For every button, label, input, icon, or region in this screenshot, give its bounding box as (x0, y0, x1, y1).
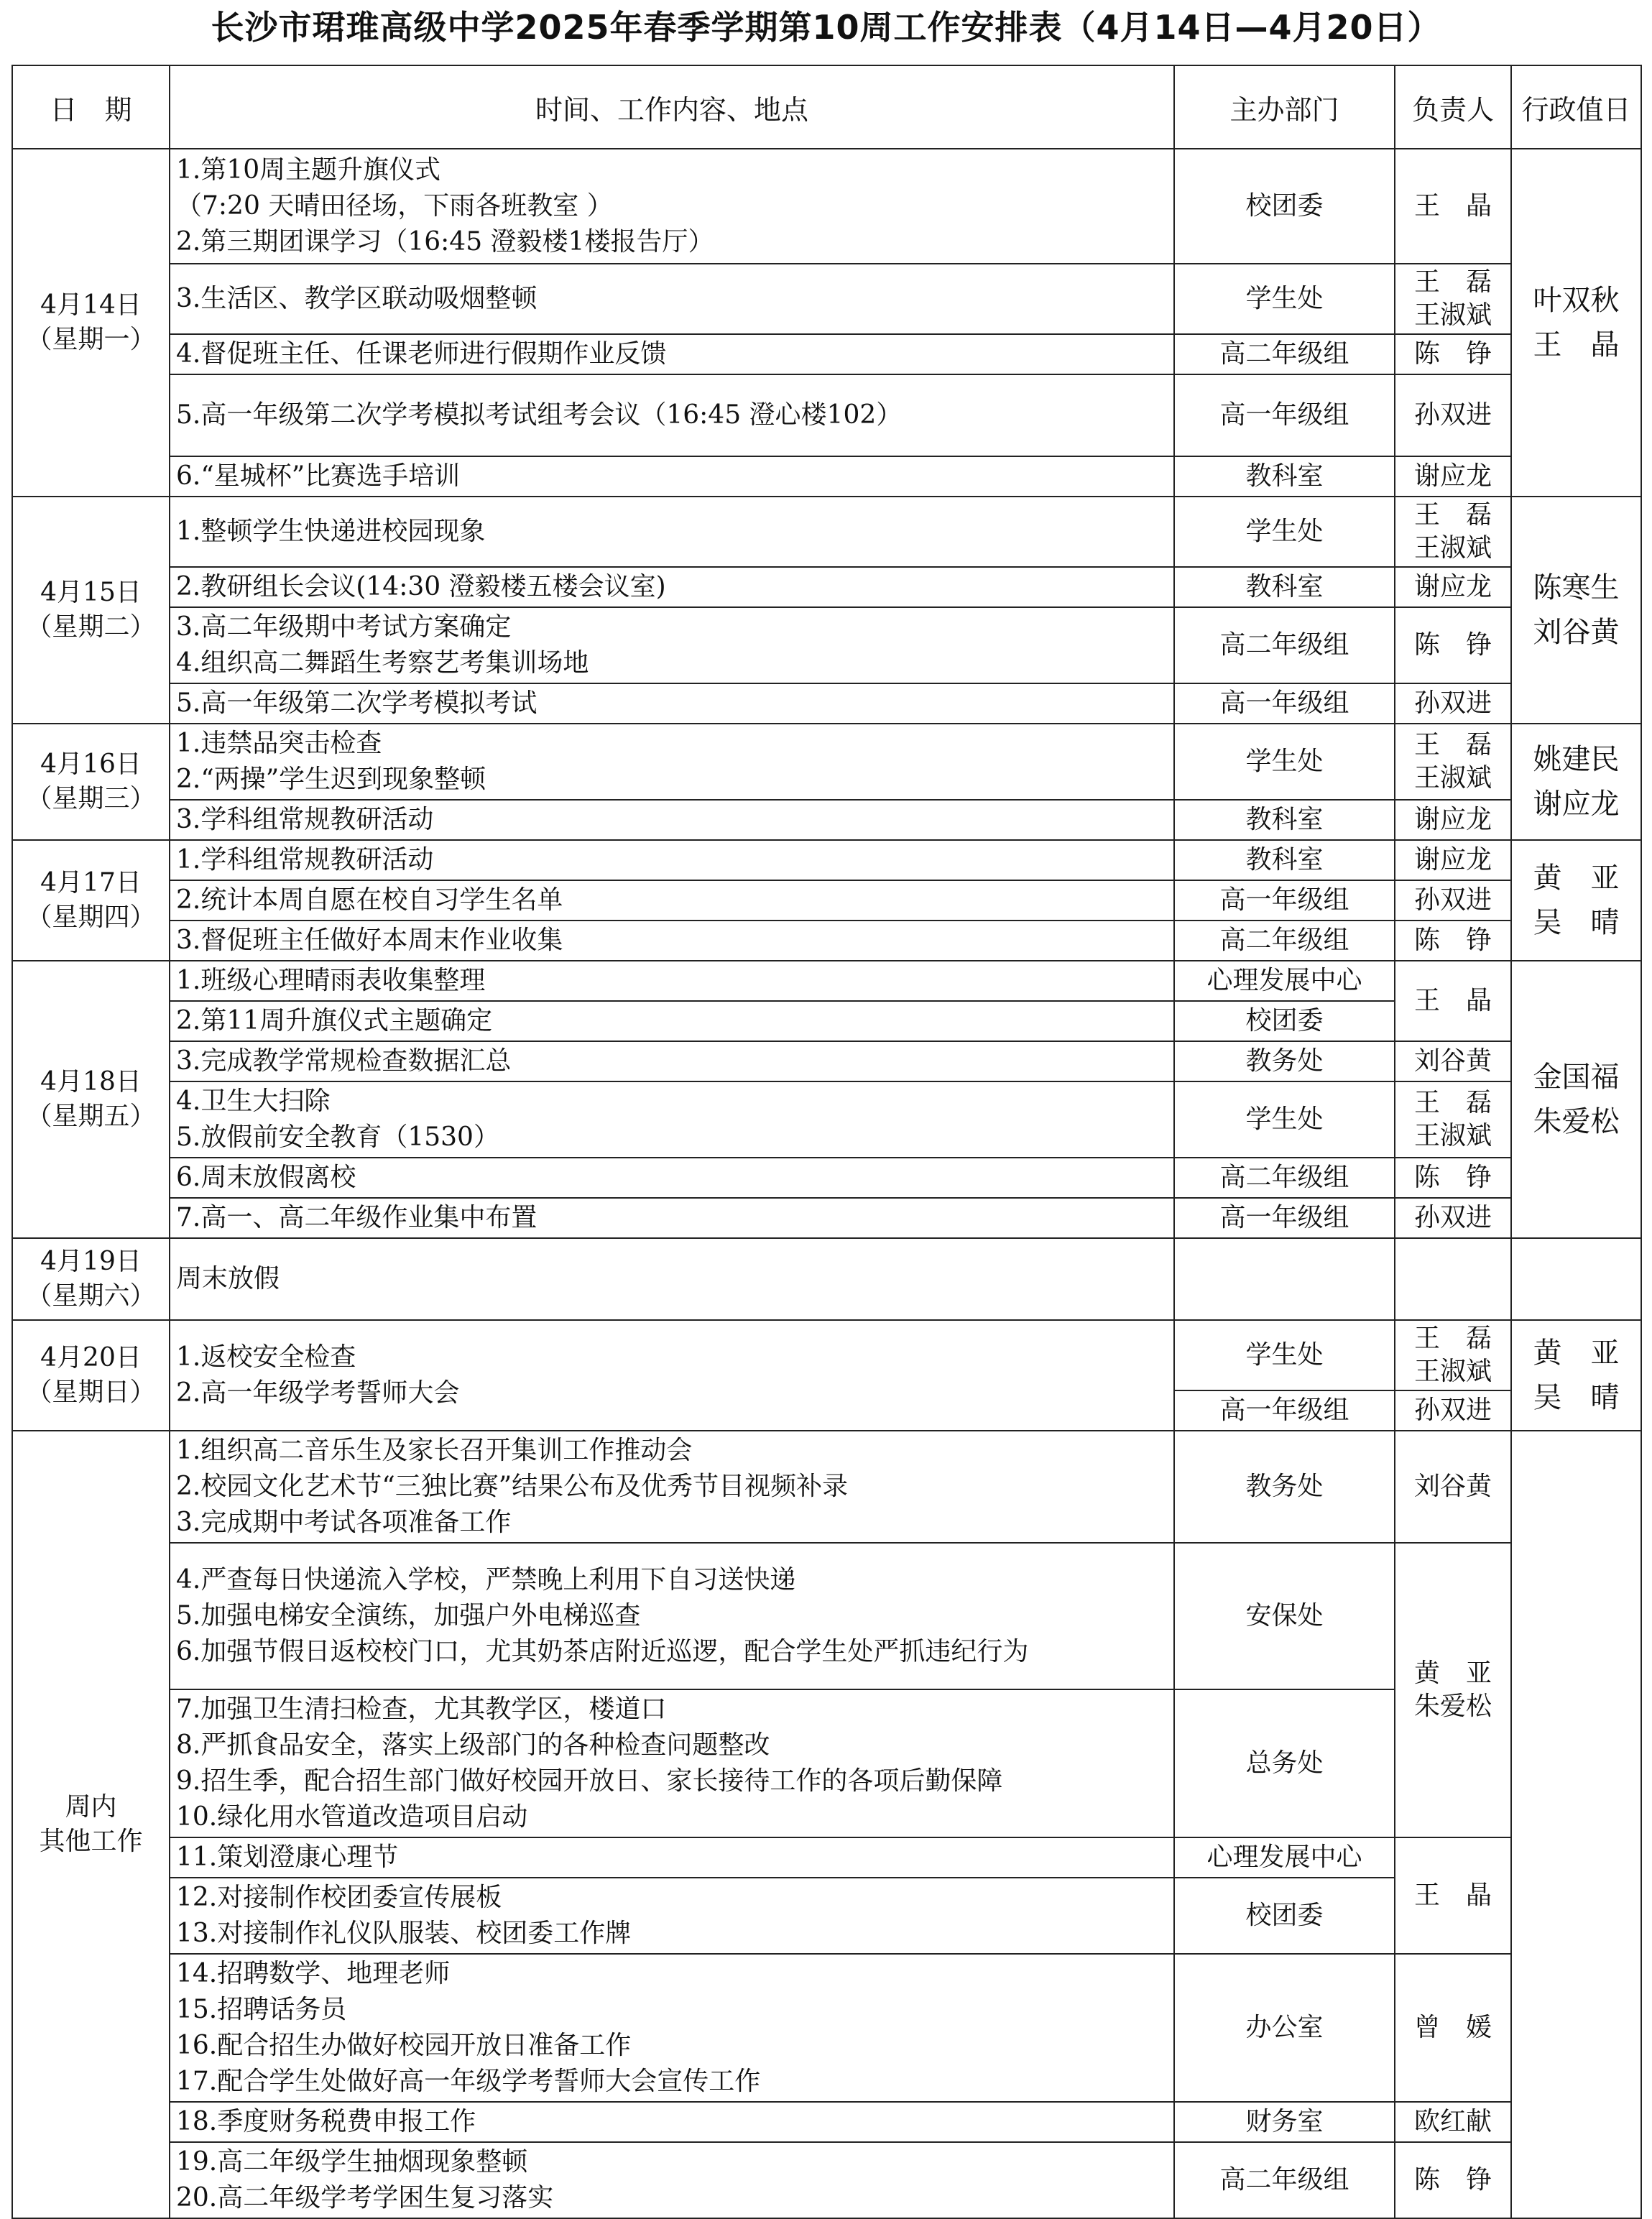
content-cell (170, 607, 1174, 683)
date-line: （星期三） (26, 784, 156, 813)
table-row (12, 1543, 1641, 1689)
content-line: 7.加强卫生清扫检查，尤其教学区，楼道口 (176, 1694, 667, 1724)
content-line: 周末放假 (176, 1264, 280, 1293)
content-cell (170, 1158, 1174, 1198)
dept-cell: 学生处 (1174, 1320, 1395, 1390)
person-cell (1395, 1041, 1511, 1081)
dept-cell: 高二年级组 (1174, 334, 1395, 374)
duty-line: 黄 亚 (1533, 1337, 1620, 1370)
content-cell (170, 1238, 1174, 1320)
person-cell (1395, 497, 1511, 567)
person-cell (1395, 264, 1511, 334)
dept-cell: 高一年级组 (1174, 1198, 1395, 1238)
table-row (12, 149, 1641, 264)
person-cell (1395, 1320, 1511, 1390)
date-line: 4月15日 (40, 578, 142, 607)
table-row (12, 1431, 1641, 1543)
content-line: 3.高二年级期中考试方案确定 (176, 612, 512, 642)
content-line: 16.配合招生办做好校园开放日准备工作 (176, 2031, 632, 2060)
content-line: 4.组织高二舞蹈生考察艺考集训场地 (176, 648, 589, 678)
dept-cell: 校团委 (1174, 1001, 1395, 1041)
dept-cell: 学生处 (1174, 1081, 1395, 1158)
table-row (12, 456, 1641, 497)
person-cell (1395, 1431, 1511, 1543)
dept-cell: 教科室 (1174, 840, 1395, 880)
duty-line: 谢应龙 (1533, 788, 1620, 821)
duty-cell (1511, 497, 1641, 724)
person-line: 王 晶 (1413, 191, 1492, 221)
content-cell (170, 961, 1174, 1001)
duty-line: 吴 晴 (1533, 906, 1620, 939)
dept-cell: 办公室 (1174, 1954, 1395, 2102)
table-row (12, 334, 1641, 374)
person-line: 孙双进 (1413, 688, 1492, 718)
person-cell (1395, 456, 1511, 497)
duty-line: 吴 晴 (1533, 1381, 1620, 1414)
date-cell (12, 961, 170, 1238)
content-cell (170, 2142, 1174, 2218)
dept-cell: 学生处 (1174, 264, 1395, 334)
table-row (12, 840, 1641, 880)
dept-cell: 高二年级组 (1174, 607, 1395, 683)
date-line: 4月18日 (40, 1067, 142, 1097)
table-row (12, 1320, 1641, 1390)
content-cell (170, 497, 1174, 567)
dept-cell: 高一年级组 (1174, 880, 1395, 921)
table-row (12, 961, 1641, 1001)
content-line: 3.学科组常规教研活动 (176, 805, 434, 834)
person-line: 谢应龙 (1413, 845, 1492, 875)
date-line: （星期六） (26, 1281, 156, 1311)
date-line: （星期一） (26, 325, 156, 354)
date-line: （星期日） (26, 1378, 156, 1407)
content-line: 2.第三期团课学习（16:45 澄毅楼1楼报告厅） (176, 227, 714, 257)
content-line: 17.配合学生处做好高一年级学考誓师大会宣传工作 (176, 2067, 761, 2096)
dept-cell: 教科室 (1174, 800, 1395, 840)
content-line: 2.高一年级学考誓师大会 (176, 1378, 460, 1408)
content-cell (170, 724, 1174, 800)
content-cell (170, 683, 1174, 724)
dept-cell: 学生处 (1174, 724, 1395, 800)
dept-cell: 总务处 (1174, 1689, 1395, 1837)
content-cell (170, 374, 1174, 456)
content-line: 9.招生季，配合招生部门做好校园开放日、家长接待工作的各项后勤保障 (176, 1766, 1003, 1796)
content-line: 5.加强电梯安全演练，加强户外电梯巡查 (176, 1601, 641, 1630)
content-cell (170, 567, 1174, 607)
content-cell (170, 456, 1174, 497)
content-line: 6.周末放假离校 (176, 1163, 356, 1192)
date-cell (12, 1431, 170, 2218)
person-line: 王淑斌 (1413, 1121, 1492, 1150)
person-line: 王 磊 (1413, 1088, 1492, 1117)
content-line: 5.高一年级第二次学考模拟考试 (176, 688, 537, 718)
person-cell (1395, 607, 1511, 683)
content-line: 10.绿化用水管道改造项目启动 (176, 1802, 528, 1832)
date-line: 4月19日 (40, 1247, 142, 1276)
person-line: 谢应龙 (1413, 572, 1492, 601)
content-cell (170, 1041, 1174, 1081)
content-line: 3.生活区、教学区联动吸烟整顿 (176, 284, 537, 313)
person-line: 陈 铮 (1413, 2165, 1492, 2195)
table-row (12, 921, 1641, 961)
person-line: 孙双进 (1413, 1203, 1492, 1232)
content-line: 1.组织高二音乐生及家长召开集训工作推动会 (176, 1436, 693, 1465)
content-line: 3.督促班主任做好本周末作业收集 (176, 926, 563, 955)
person-line: 王 磊 (1413, 730, 1492, 760)
content-line: 3.完成教学常规检查数据汇总 (176, 1046, 512, 1076)
person-cell (1395, 567, 1511, 607)
dept-cell: 教务处 (1174, 1041, 1395, 1081)
person-line: 陈 铮 (1413, 630, 1492, 660)
dept-cell: 心理发展中心 (1174, 1837, 1395, 1878)
table-row (12, 1837, 1641, 1878)
content-cell (170, 149, 1174, 264)
dept-cell: 高一年级组 (1174, 683, 1395, 724)
person-line: 陈 铮 (1413, 926, 1492, 955)
content-line: 2.“两操”学生迟到现象整顿 (176, 765, 486, 794)
table-row (12, 374, 1641, 456)
date-line: 4月14日 (40, 290, 142, 320)
person-line: 陈 铮 (1413, 1163, 1492, 1192)
person-line: 王 晶 (1413, 1881, 1492, 1910)
person-cell (1395, 1390, 1511, 1431)
date-line: 周内 (65, 1792, 117, 1822)
header-date: 日 期 (12, 65, 170, 149)
duty-cell (1511, 1431, 1641, 2218)
dept-cell: 财务室 (1174, 2102, 1395, 2142)
content-cell (170, 1543, 1174, 1689)
duty-cell (1511, 961, 1641, 1238)
content-cell (170, 264, 1174, 334)
content-cell (170, 921, 1174, 961)
schedule-body (12, 149, 1641, 2218)
dept-cell: 高一年级组 (1174, 374, 1395, 456)
content-line: 1.学科组常规教研活动 (176, 845, 434, 875)
content-line: 15.招聘话务员 (176, 1995, 347, 2024)
date-line: 4月17日 (40, 868, 142, 898)
content-cell (170, 1837, 1174, 1878)
person-cell (1395, 840, 1511, 880)
person-line: 王 磊 (1413, 1324, 1492, 1353)
content-line: 4.严查每日快递流入学校，严禁晚上利用下自习送快递 (176, 1565, 796, 1595)
person-line: 刘谷黄 (1413, 1472, 1492, 1501)
date-cell (12, 724, 170, 840)
date-cell (12, 1238, 170, 1320)
content-line: 4.督促班主任、任课老师进行假期作业反馈 (176, 339, 667, 369)
header-dept: 主办部门 (1174, 65, 1395, 149)
content-line: 8.严抓食品安全，落实上级部门的各种检查问题整改 (176, 1730, 770, 1760)
person-line: 王 晶 (1413, 986, 1492, 1015)
table-row (12, 497, 1641, 567)
person-line: 陈 铮 (1413, 339, 1492, 369)
person-line: 孙双进 (1413, 885, 1492, 915)
person-cell (1395, 149, 1511, 264)
table-row (12, 880, 1641, 921)
date-line: （星期二） (26, 612, 156, 642)
table-row (12, 2142, 1641, 2218)
person-cell (1395, 1158, 1511, 1198)
duty-line: 刘谷黄 (1533, 616, 1620, 649)
content-cell (170, 2102, 1174, 2142)
table-row (12, 1041, 1641, 1081)
content-cell (170, 1001, 1174, 1041)
content-line: 14.招聘数学、地理老师 (176, 1959, 451, 1988)
person-line: 曾 媛 (1413, 2013, 1492, 2042)
person-cell (1395, 1543, 1511, 1837)
table-row (12, 1238, 1641, 1320)
duty-line: 陈寒生 (1533, 571, 1620, 604)
content-line: 13.对接制作礼仪队服装、校团委工作牌 (176, 1919, 632, 1948)
person-line: 王淑斌 (1413, 300, 1492, 330)
content-cell (170, 1878, 1174, 1954)
content-line: 6.“星城杯”比赛选手培训 (176, 461, 461, 491)
dept-cell: 校团委 (1174, 1878, 1395, 1954)
table-row (12, 1198, 1641, 1238)
content-cell (170, 1954, 1174, 2102)
schedule-table (11, 65, 1642, 2219)
date-cell (12, 840, 170, 961)
table-row (12, 607, 1641, 683)
person-cell (1395, 1954, 1511, 2102)
header-row (12, 65, 1641, 149)
date-line: （星期五） (26, 1102, 156, 1131)
person-line: 欧红献 (1413, 2107, 1492, 2136)
content-line: 1.班级心理晴雨表收集整理 (176, 966, 486, 995)
content-line: （7:20 天晴田径场，下雨各班教室 ） (176, 191, 613, 221)
date-line: （星期四） (26, 903, 156, 932)
content-line: 7.高一、高二年级作业集中布置 (176, 1203, 537, 1232)
dept-cell: 高一年级组 (1174, 1390, 1395, 1431)
dept-cell: 校团委 (1174, 149, 1395, 264)
content-cell (170, 1081, 1174, 1158)
duty-cell (1511, 1320, 1641, 1431)
content-line: 20.高二年级学考学困生复习落实 (176, 2183, 554, 2213)
date-cell (12, 497, 170, 724)
header-content: 时间、工作内容、地点 (170, 65, 1174, 149)
content-line: 19.高二年级学生抽烟现象整顿 (176, 2147, 528, 2177)
person-cell (1395, 1081, 1511, 1158)
person-cell (1395, 2102, 1511, 2142)
duty-line: 金国福 (1533, 1061, 1620, 1094)
duty-cell (1511, 1238, 1641, 1320)
person-line: 黄 亚 (1413, 1659, 1492, 1688)
duty-cell (1511, 724, 1641, 840)
content-cell (170, 840, 1174, 880)
content-line: 3.完成期中考试各项准备工作 (176, 1508, 512, 1537)
date-line: 其他工作 (39, 1827, 143, 1856)
duty-line: 王 晶 (1533, 328, 1620, 361)
duty-line: 叶双秋 (1533, 284, 1620, 317)
dept-cell: 教务处 (1174, 1431, 1395, 1543)
content-line: 4.卫生大扫除 (176, 1087, 331, 1116)
date-line: 4月16日 (40, 749, 142, 779)
person-cell (1395, 921, 1511, 961)
person-cell (1395, 1198, 1511, 1238)
table-row (12, 264, 1641, 334)
duty-cell (1511, 840, 1641, 961)
header-person: 负责人 (1395, 65, 1511, 149)
content-cell (170, 1198, 1174, 1238)
dept-cell: 学生处 (1174, 497, 1395, 567)
content-line: 1.违禁品突击检查 (176, 729, 382, 758)
content-line: 2.校园文化艺术节“三独比赛”结果公布及优秀节目视频补录 (176, 1472, 849, 1501)
content-cell (170, 1431, 1174, 1543)
person-cell (1395, 683, 1511, 724)
table-row (12, 1081, 1641, 1158)
table-row (12, 724, 1641, 800)
duty-line: 黄 亚 (1533, 862, 1620, 895)
duty-line: 姚建民 (1533, 743, 1620, 776)
person-line: 王 磊 (1413, 267, 1492, 297)
dept-cell: 安保处 (1174, 1543, 1395, 1689)
dept-cell: 教科室 (1174, 456, 1395, 497)
table-row (12, 683, 1641, 724)
person-line: 谢应龙 (1413, 805, 1492, 834)
table-row (12, 1954, 1641, 2102)
content-line: 2.第11周升旗仪式主题确定 (176, 1006, 493, 1035)
content-line: 2.教研组长会议(14:30 澄毅楼五楼会议室) (176, 572, 666, 601)
duty-line: 朱爱松 (1533, 1105, 1620, 1138)
person-line: 谢应龙 (1413, 461, 1492, 491)
table-row (12, 567, 1641, 607)
person-cell (1395, 1238, 1511, 1320)
date-cell (12, 149, 170, 497)
content-line: 1.第10周主题升旗仪式 (176, 155, 441, 185)
dept-cell: 高二年级组 (1174, 921, 1395, 961)
date-cell (12, 1320, 170, 1431)
content-line: 6.加强节假日返校校门口，尤其奶茶店附近巡逻，配合学生处严抓违纪行为 (176, 1637, 1029, 1666)
person-line: 刘谷黄 (1413, 1046, 1492, 1076)
person-cell (1395, 1837, 1511, 1954)
dept-cell (1174, 1238, 1395, 1320)
person-cell (1395, 374, 1511, 456)
person-cell (1395, 334, 1511, 374)
person-cell (1395, 800, 1511, 840)
header-duty: 行政值日 (1511, 65, 1641, 149)
content-line: 5.高一年级第二次学考模拟考试组考会议（16:45 澄心楼102） (176, 400, 903, 430)
person-cell (1395, 880, 1511, 921)
person-line: 王淑斌 (1413, 763, 1492, 793)
table-row (12, 2102, 1641, 2142)
content-line: 12.对接制作校团委宣传展板 (176, 1883, 502, 1912)
content-line: 18.季度财务税费申报工作 (176, 2107, 476, 2136)
dept-cell: 教科室 (1174, 567, 1395, 607)
content-cell (170, 334, 1174, 374)
date-line: 4月20日 (40, 1343, 142, 1373)
page-title: 长沙市珺琟高级中学2025年春季学期第10周工作安排表（4月14日—4月20日） (211, 8, 1441, 47)
content-line: 11.策划澄康心理节 (176, 1842, 399, 1872)
dept-cell: 高二年级组 (1174, 2142, 1395, 2218)
dept-cell: 高二年级组 (1174, 1158, 1395, 1198)
person-cell (1395, 724, 1511, 800)
content-line: 1.返校安全检查 (176, 1342, 356, 1372)
dept-cell: 心理发展中心 (1174, 961, 1395, 1001)
person-line: 孙双进 (1413, 400, 1492, 430)
person-line: 王 磊 (1413, 500, 1492, 530)
content-cell (170, 880, 1174, 921)
content-line: 2.统计本周自愿在校自习学生名单 (176, 885, 563, 915)
content-line: 1.整顿学生快递进校园现象 (176, 517, 486, 546)
content-cell (170, 1689, 1174, 1837)
person-line: 朱爱松 (1413, 1692, 1492, 1721)
person-line: 孙双进 (1413, 1395, 1492, 1425)
duty-cell (1511, 149, 1641, 497)
content-line: 5.放假前安全教育（1530） (176, 1122, 499, 1152)
person-line: 王淑斌 (1413, 533, 1492, 563)
person-cell (1395, 2142, 1511, 2218)
person-cell (1395, 961, 1511, 1041)
person-line: 王淑斌 (1413, 1357, 1492, 1386)
table-row (12, 1158, 1641, 1198)
content-cell (170, 1320, 1174, 1431)
content-cell (170, 800, 1174, 840)
table-row (12, 800, 1641, 840)
